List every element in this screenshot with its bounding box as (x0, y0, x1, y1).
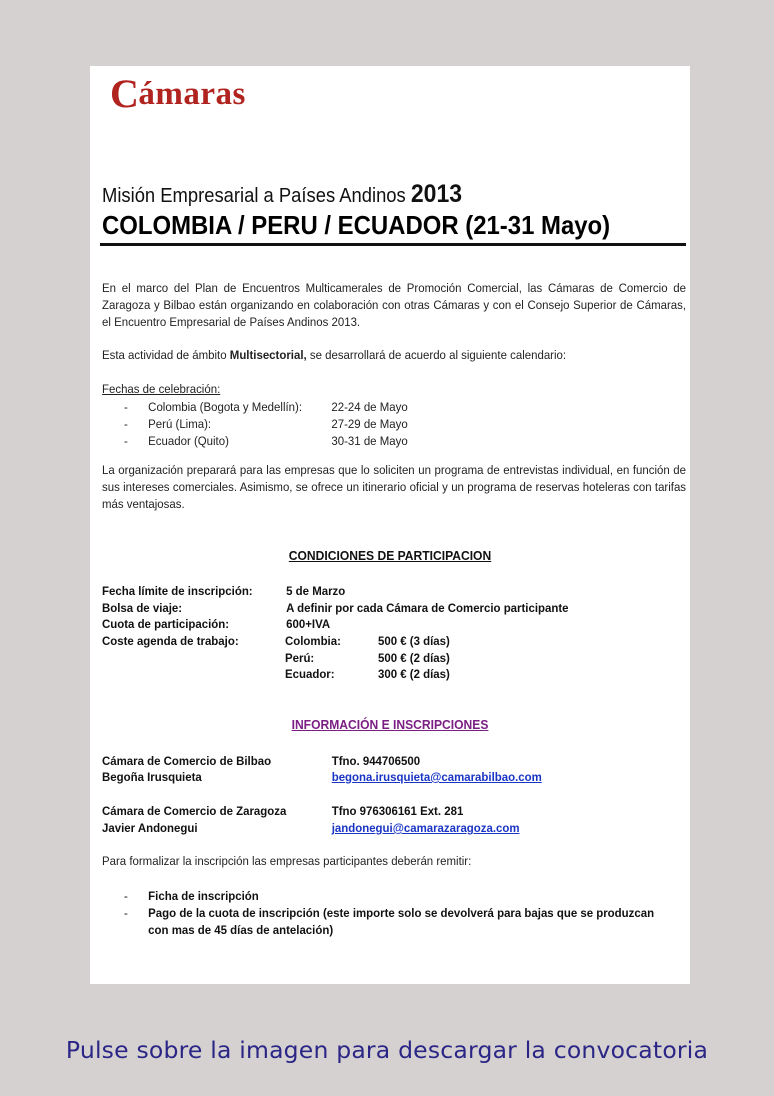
contact-phone: Tfno. 944706500 (331, 754, 421, 768)
condition-row (102, 617, 330, 631)
cost-price: 300 € (2 días) (378, 667, 450, 681)
condition-row (102, 634, 286, 648)
requirement-text: Ficha de inscripción (148, 889, 259, 903)
camaras-logo (110, 71, 246, 116)
cost-price: 500 € (3 días) (378, 634, 450, 648)
bullet-dash: - (124, 417, 128, 431)
mission-title-text: Misión Empresarial a Países Andinos (102, 185, 406, 207)
condition-value: A definir por cada Cámara de Comercio participante (286, 601, 569, 615)
date-item (124, 400, 408, 414)
date-range: 30-31 de Mayo (331, 434, 408, 448)
date-country: Colombia (Bogota y Medellín): (148, 400, 303, 414)
date-item (124, 417, 408, 431)
info-title: INFORMACIÓN E INSCRIPCIONES (291, 717, 489, 732)
requirement-text: Pago de la cuota de inscripción (este importe solo se devolverá para bajas que se produzcan con mas de 45 días de antelación) (148, 906, 655, 937)
bullet-dash: - (124, 906, 128, 920)
cost-row (285, 667, 450, 681)
cost-row (285, 651, 450, 665)
activity-paragraph (102, 347, 686, 364)
logo-mark: C (110, 71, 140, 116)
condition-label: Cuota de participación: (102, 617, 230, 631)
activity-text-before: Esta actividad de ámbito (102, 348, 230, 362)
cost-row (285, 634, 450, 648)
bullet-dash: - (124, 434, 128, 448)
contact-org-row (102, 754, 420, 768)
date-country: Ecuador (Quito) (148, 434, 229, 448)
condition-label: Fecha límite de inscripción: (102, 584, 253, 598)
contact-person-row (102, 770, 542, 784)
cost-country: Ecuador: (285, 667, 335, 681)
condition-row (102, 584, 345, 598)
mission-countries-title: COLOMBIA / PERU / ECUADOR (21-31 Mayo) (102, 210, 611, 240)
download-link[interactable]: Pulse sobre la imagen para descargar la convocatoria (65, 1036, 709, 1064)
activity-text-bold: Multisectorial, (229, 348, 307, 362)
intro-paragraph: En el marco del Plan de Encuentros Multicamerales de Promoción Comercial, las Cámaras de Comercio de Zaragoza y Bilbao están organizando en colaboración con otras Cámaras y con el Consejo Superior de Cámaras, el Encuentro Empresarial de Países Andinos 2013. (102, 281, 687, 329)
bullet-dash: - (124, 400, 128, 414)
requirement-item (124, 905, 673, 939)
organization-paragraph: La organización preparará para las empresas que lo soliciten un programa de entrevistas individual, en función de sus intereses comerciales. Asimismo, se ofrece un itinerario oficial y un programa de reservas hoteleras con tarifas más ventajosas. (102, 463, 687, 511)
date-country: Perú (Lima): (148, 417, 212, 431)
contact-org: Cámara de Comercio de Bilbao (102, 754, 272, 768)
dates-title: Fechas de celebración: (102, 382, 221, 396)
condition-label: Coste agenda de trabajo: (102, 634, 239, 648)
requirement-item (124, 888, 673, 905)
contact-phone: Tfno 976306161 Ext. 281 (331, 804, 464, 818)
condition-row (102, 601, 569, 615)
contact-person-row (102, 821, 520, 835)
contact-email-link[interactable]: begona.irusquieta@camarabilbao.com (331, 770, 542, 784)
bullet-dash: - (124, 889, 128, 903)
activity-text-after: se desarrollará de acuerdo al siguiente calendario: (306, 348, 567, 362)
mission-title (102, 180, 462, 209)
date-range: 22-24 de Mayo (331, 400, 408, 414)
condition-value: 600+IVA (286, 617, 331, 631)
requirements-intro: Para formalizar la inscripción las empresas participantes deberán remitir: (102, 854, 472, 868)
mission-year: 2013 (410, 180, 463, 208)
cost-price: 500 € (2 días) (378, 651, 450, 665)
date-range: 27-29 de Mayo (331, 417, 408, 431)
cost-country: Colombia: (285, 634, 341, 648)
date-item (124, 434, 408, 448)
contact-name: Javier Andonegui (102, 821, 198, 835)
title-divider (100, 243, 686, 246)
condition-value: 5 de Marzo (286, 584, 346, 598)
document-image[interactable] (90, 66, 690, 984)
contact-email-link[interactable]: jandonegui@camarazaragoza.com (331, 821, 520, 835)
conditions-title: CONDICIONES DE PARTICIPACION (288, 548, 492, 563)
condition-label: Bolsa de viaje: (102, 601, 183, 615)
cost-country: Perú: (285, 651, 315, 665)
logo-text: ámaras (138, 76, 246, 112)
contact-org: Cámara de Comercio de Zaragoza (102, 804, 287, 818)
contact-name: Begoña Irusquieta (102, 770, 202, 784)
contact-org-row (102, 804, 463, 818)
